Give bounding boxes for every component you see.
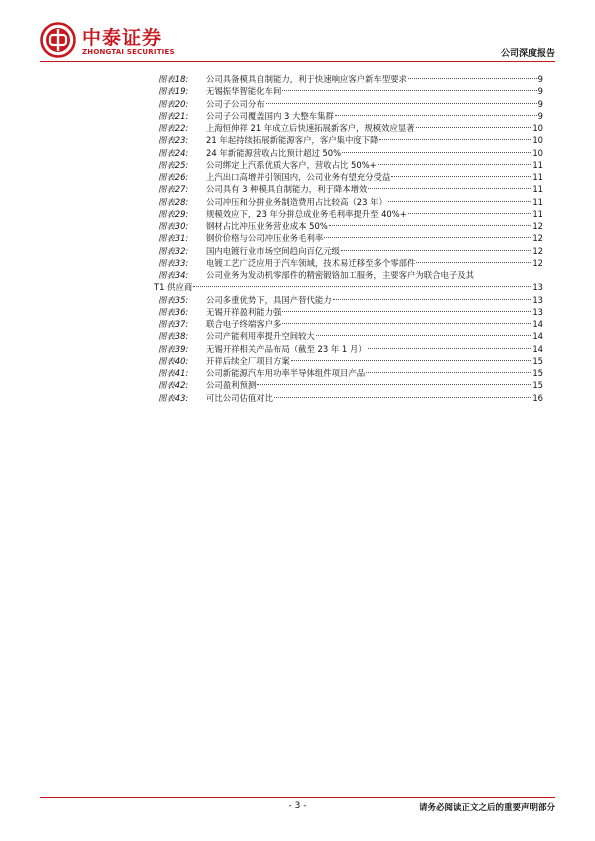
toc-entry-label: 图表42: — [158, 380, 189, 391]
toc-entry[interactable] — [158, 147, 543, 159]
toc-entry[interactable] — [158, 232, 543, 244]
toc-entry[interactable] — [158, 220, 543, 232]
toc-entry-label: 图表43: — [158, 392, 189, 403]
toc-entry[interactable] — [158, 159, 543, 171]
toc-entry-label: 图表34: — [158, 270, 189, 280]
toc-entry-page: 15 — [532, 380, 543, 391]
toc-entry[interactable] — [158, 330, 543, 342]
toc-entry-title: 公司多重优势下，具国产替代能力 — [206, 294, 332, 305]
toc-entry-title: 无锡振华智能化车间 — [206, 86, 282, 97]
toc-dot-leader — [282, 90, 536, 91]
toc-dot-leader — [335, 115, 537, 116]
toc-entry-title: 公司子公司分布 — [206, 98, 265, 109]
toc-entry-page: 14 — [532, 331, 543, 342]
toc-dot-leader — [193, 286, 531, 287]
toc-dot-leader — [266, 103, 537, 104]
toc-entry-page: 13 — [532, 306, 543, 317]
toc-entry-title-continuation: T1 供应商 — [154, 282, 193, 293]
toc-entry-page: 14 — [532, 319, 543, 329]
figure-table-of-contents — [154, 73, 543, 404]
toc-entry-label: 图表31: — [158, 233, 189, 244]
report-type-label: 公司深度报告 — [500, 49, 555, 59]
toc-entry-title: 21 年起持续拓展新能源客户，客户集中度下降 — [206, 135, 379, 146]
toc-entry-title: 电镀工艺广泛应用于汽车领域，技术易迁移至多个零部件 — [206, 257, 416, 268]
toc-dot-leader — [291, 360, 532, 361]
logo-text-en: ZHONGTAI SECURITIES — [82, 48, 175, 56]
toc-dot-leader — [379, 139, 531, 140]
toc-entry[interactable] — [158, 171, 543, 183]
toc-dot-leader — [368, 188, 531, 189]
toc-entry[interactable] — [158, 122, 543, 134]
toc-entry-title: 钢材占比冲压业务营业成本 50% — [206, 221, 328, 231]
header-divider — [40, 61, 555, 62]
toc-entry-title: 公司子公司覆盖国内 3 大整车集群 — [206, 110, 334, 121]
toc-entry-label: 图表36: — [158, 306, 189, 317]
toc-entry-label: 图表26: — [158, 172, 189, 182]
toc-entry-label: 图表32: — [158, 245, 189, 256]
toc-entry-label: 图表33: — [158, 257, 189, 268]
toc-dot-leader — [366, 372, 531, 373]
toc-entry-title: 公司具有 3 种模具自制能力，利于降本增效 — [206, 184, 368, 195]
company-logo — [40, 22, 185, 62]
toc-dot-leader — [368, 348, 532, 349]
toc-dot-leader — [342, 152, 531, 153]
toc-entry[interactable] — [158, 257, 543, 269]
toc-entry-page: 16 — [532, 392, 543, 403]
toc-entry[interactable] — [158, 134, 543, 146]
toc-entry-page: 13 — [532, 282, 543, 293]
toc-entry-label: 图表41: — [158, 368, 189, 378]
toc-dot-leader — [282, 323, 531, 324]
toc-dot-leader — [416, 127, 532, 128]
toc-entry[interactable] — [158, 367, 543, 379]
toc-entry-title: 公司冲压和分拼业务制造费用占比较高（23 年） — [206, 196, 387, 207]
toc-entry[interactable] — [158, 269, 543, 281]
toc-dot-leader — [408, 78, 537, 79]
toc-dot-leader — [316, 335, 531, 336]
toc-entry-title: 上汽出口高增并引领国内，公司业务有望充分受益 — [206, 172, 391, 182]
toc-entry-title: 无锡开祥相关产品布局（截至 23 年 1 月） — [206, 343, 367, 354]
toc-entry[interactable] — [158, 379, 543, 391]
toc-entry-label: 图表40: — [158, 355, 189, 366]
toc-entry-label: 图表19: — [158, 86, 189, 97]
toc-dot-leader — [257, 384, 531, 385]
toc-entry-page: 12 — [532, 233, 543, 244]
toc-entry-page: 9 — [537, 86, 543, 97]
toc-entry-page: 11 — [532, 208, 543, 219]
toc-entry-title: 公司产能利用率提升空间较大 — [206, 331, 315, 342]
toc-entry-page: 12 — [532, 221, 543, 231]
toc-entry-page: 9 — [537, 74, 543, 84]
toc-entry-label: 图表18: — [158, 74, 189, 84]
toc-entry-title: 国内电镀行业市场空间趋向百亿元级 — [206, 245, 340, 256]
toc-entry-title: 无锡开祥盈利能力强 — [206, 306, 282, 317]
toc-dot-leader — [329, 225, 532, 226]
toc-entry[interactable] — [158, 355, 543, 367]
toc-entry-page: 15 — [532, 368, 543, 378]
toc-entry-page: 11 — [532, 184, 543, 195]
toc-entry[interactable] — [158, 98, 543, 110]
toc-entry-label: 图表24: — [158, 147, 189, 158]
toc-entry-title: 公司具备模具自制能力，利于快速响应客户新车型要求 — [206, 74, 407, 84]
logo-text-cn: 中泰证券 — [82, 27, 163, 49]
toc-entry-page: 10 — [532, 147, 543, 158]
toc-entry-page: 14 — [532, 343, 543, 354]
footer-disclaimer: 请务必阅读正文之后的重要声明部分 — [418, 803, 555, 813]
toc-entry-page: 10 — [532, 135, 543, 146]
zhongtai-logo-icon — [40, 22, 76, 58]
toc-dot-leader — [416, 262, 531, 263]
page-number: - 3 - — [288, 801, 307, 811]
toc-entry[interactable] — [158, 183, 543, 195]
toc-entry-label: 图表21: — [158, 110, 189, 121]
toc-dot-leader — [378, 164, 532, 165]
toc-dot-leader — [341, 250, 531, 251]
toc-entry[interactable] — [158, 343, 543, 355]
toc-entry[interactable] — [158, 294, 543, 306]
toc-entry-page: 15 — [532, 355, 543, 366]
toc-entry-page: 11 — [532, 196, 543, 207]
toc-entry-title: 公司新能源汽车用功率半导体组件项目产品 — [206, 368, 366, 378]
toc-entry-label: 图表29: — [158, 208, 189, 219]
toc-dot-leader — [333, 299, 532, 300]
toc-entry-label: 图表25: — [158, 159, 189, 170]
toc-entry-page: 12 — [532, 245, 543, 256]
toc-entry-label: 图表39: — [158, 343, 189, 354]
toc-entry-label: 图表37: — [158, 319, 189, 329]
toc-entry-page: 9 — [537, 98, 543, 109]
toc-entry-continuation[interactable] — [154, 281, 543, 293]
toc-entry-title: 公司业务为发动机零部件的精密锻铬加工服务，主要客户为联合电子及其 — [206, 270, 474, 280]
toc-entry[interactable] — [158, 73, 543, 85]
toc-dot-leader — [274, 397, 531, 398]
toc-entry-label: 图表23: — [158, 135, 189, 146]
toc-entry-page: 11 — [532, 159, 543, 170]
toc-entry[interactable] — [158, 196, 543, 208]
toc-entry-label: 图表28: — [158, 196, 189, 207]
toc-dot-leader — [324, 237, 531, 238]
toc-entry[interactable] — [158, 208, 543, 220]
toc-entry-label: 图表27: — [158, 184, 189, 195]
toc-dot-leader — [391, 176, 531, 177]
toc-entry-title: 可比公司估值对比 — [206, 392, 273, 403]
toc-entry-page: 13 — [532, 294, 543, 305]
toc-entry-page: 12 — [532, 257, 543, 268]
toc-entry-title: 钢价价格与公司冲压业务毛利率 — [206, 233, 324, 244]
toc-entry-label: 图表20: — [158, 98, 189, 109]
toc-entry-title: 公司绑定上汽系优质大客户，营收占比 50%+ — [206, 159, 377, 170]
toc-entry[interactable] — [158, 110, 543, 122]
toc-entry-title: 24 年新能源营收占比预计超过 50% — [206, 147, 342, 158]
toc-entry-page: 11 — [532, 172, 543, 182]
toc-entry-title: 规模效应下，23 年分拼总成业务毛利率提升至 40%+ — [206, 208, 407, 219]
toc-dot-leader — [408, 213, 532, 214]
toc-entry-page: 9 — [537, 110, 543, 121]
toc-entry-label: 图表35: — [158, 294, 189, 305]
toc-entry-label: 图表22: — [158, 123, 189, 133]
toc-entry-label: 图表38: — [158, 331, 189, 342]
toc-entry[interactable] — [158, 392, 543, 404]
toc-dot-leader — [282, 311, 531, 312]
toc-entry[interactable] — [158, 318, 543, 330]
toc-entry-page: 10 — [532, 123, 543, 133]
toc-entry-label: 图表30: — [158, 221, 189, 231]
toc-entry-title: 上海恒伸祥 21 年成立后快速拓展新客户，规模效应显著 — [206, 123, 415, 133]
toc-entry-title: 公司盈利预测 — [206, 380, 257, 391]
footer-divider — [40, 797, 555, 798]
toc-entry[interactable] — [158, 245, 543, 257]
toc-entry-title: 联合电子终端客户多 — [206, 319, 282, 329]
toc-dot-leader — [388, 201, 532, 202]
toc-entry[interactable] — [158, 306, 543, 318]
toc-entry-title: 开祥后续全厂项目方案 — [206, 355, 290, 366]
toc-entry[interactable] — [158, 85, 543, 97]
